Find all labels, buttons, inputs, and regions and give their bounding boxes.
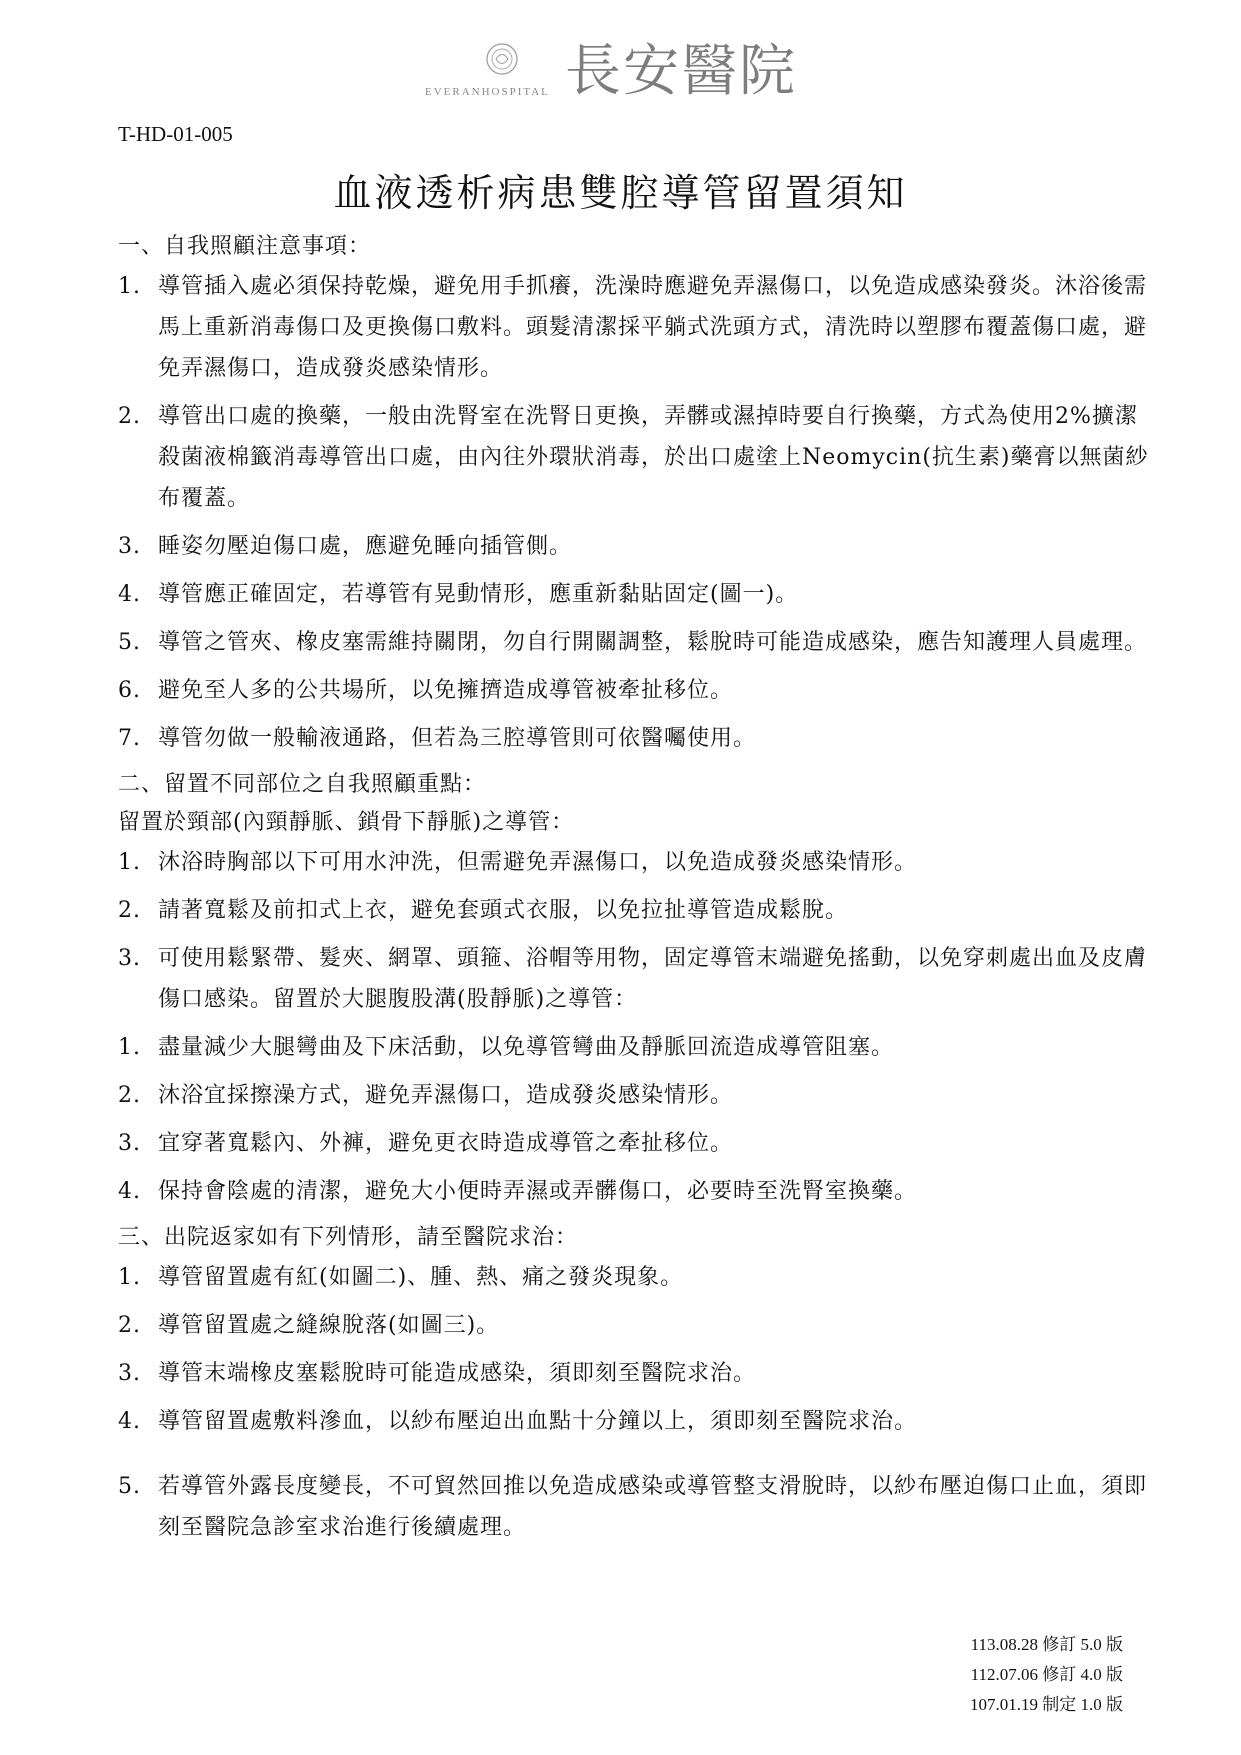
list-item: 1. 沐浴時胸部以下可用水沖洗，但需避免弄濕傷口，以免造成發炎感染情形。: [118, 850, 918, 875]
list-item: 5. 若導管外露長度變長，不可貿然回推以免造成感染或導管整支滑脫時，以紗布壓迫傷口止血，須即刻至醫院急診室求治進行後續處理。: [118, 1474, 1148, 1540]
list-item: 2. 沐浴宜採擦澡方式，避免弄濕傷口，造成發炎感染情形。: [118, 1083, 734, 1108]
section-heading-self-care: 一、自我照顧注意事項：: [118, 234, 372, 259]
logo-chinese-name: 長安醫院: [565, 39, 797, 104]
hospital-logo: [425, 38, 845, 108]
list-item: 1. 導管插入處必須保持乾燥，避免用手抓癢，洗澡時應避免弄濕傷口，以免造成感染發炎。沐浴後需馬上重新消毒傷口及更換傷口敷料。頭髮清潔採平躺式洗頭方式，清洗時以塑膠布覆蓋傷口處，避免弄濕傷口，造成發炎感染情形。: [118, 274, 1148, 381]
section-heading-seek-care: 三、出院返家如有下列情形，請至醫院求治：: [118, 1225, 579, 1250]
list-item: 1. 盡量減少大腿彎曲及下床活動，以免導管彎曲及靜脈回流造成導管阻塞。: [118, 1035, 895, 1060]
logo-english-name: EVERANHOSPITAL: [425, 86, 550, 98]
section-heading-catheter-sites: 二、留置不同部位之自我照顧重點：: [118, 772, 487, 797]
revision-entry: 112.07.06 修訂 4.0 版: [970, 1665, 1123, 1684]
list-item: 3. 睡姿勿壓迫傷口處，應避免睡向插管側。: [118, 534, 573, 559]
subheading-neck-catheter: 留置於頸部(內頸靜脈、鎖骨下靜脈)之導管：: [118, 810, 575, 835]
list-item: 1. 導管留置處有紅(如圖二)、腫、熱、痛之發炎現象。: [118, 1265, 684, 1290]
list-item: 3. 導管末端橡皮塞鬆脫時可能造成感染，須即刻至醫院求治。: [118, 1361, 757, 1386]
hospital-emblem-icon: [485, 42, 519, 76]
list-item: 2. 請著寬鬆及前扣式上衣，避免套頭式衣服，以免拉扯導管造成鬆脫。: [118, 898, 849, 923]
list-item: 7. 導管勿做一般輸液通路，但若為三腔導管則可依醫囑使用。: [118, 726, 757, 751]
list-item: 2. 導管留置處之縫線脫落(如圖三)。: [118, 1313, 500, 1338]
list-item: 6. 避免至人多的公共場所，以免擁擠造成導管被牽扯移位。: [118, 678, 734, 703]
list-item: 4. 導管應正確固定，若導管有晃動情形，應重新黏貼固定(圖一)。: [118, 582, 799, 607]
document-title: 血液透析病患雙腔導管留置須知: [333, 171, 908, 215]
list-item: 4. 保持會陰處的清潔，避免大小便時弄濕或弄髒傷口，必要時至洗腎室換藥。: [118, 1179, 918, 1204]
list-item: 5. 導管之管夾、橡皮塞需維持關閉，勿自行開關調整，鬆脫時可能造成感染，應告知護理人員處理。: [118, 630, 1148, 655]
list-item: 3. 宜穿著寬鬆內、外褲，避免更衣時造成導管之牽扯移位。: [118, 1131, 734, 1156]
list-item: 4. 導管留置處敷料滲血，以紗布壓迫出血點十分鐘以上，須即刻至醫院求治。: [118, 1409, 918, 1434]
list-item: 3. 可使用鬆緊帶、髮夾、網罩、頭箍、浴帽等用物，固定導管末端避免搖動，以免穿刺處出血及皮膚傷口感染。留置於大腿腹股溝(股靜脈)之導管：: [118, 946, 1148, 1012]
list-item: 2. 導管出口處的換藥，一般由洗腎室在洗腎日更換，弄髒或濕掉時要自行換藥，方式為使用2%擴潔殺菌液棉籤消毒導管出口處，由內往外環狀消毒，於出口處塗上Neomycin(抗生素)藥膏以無菌紗布覆蓋。: [118, 404, 1149, 511]
revision-history: [970, 1630, 1123, 1720]
revision-entry: 107.01.19 制定 1.0 版: [970, 1695, 1123, 1714]
document-code: T-HD-01-005: [118, 122, 233, 146]
revision-entry: 113.08.28 修訂 5.0 版: [970, 1635, 1123, 1654]
document-body: [118, 228, 1158, 1555]
